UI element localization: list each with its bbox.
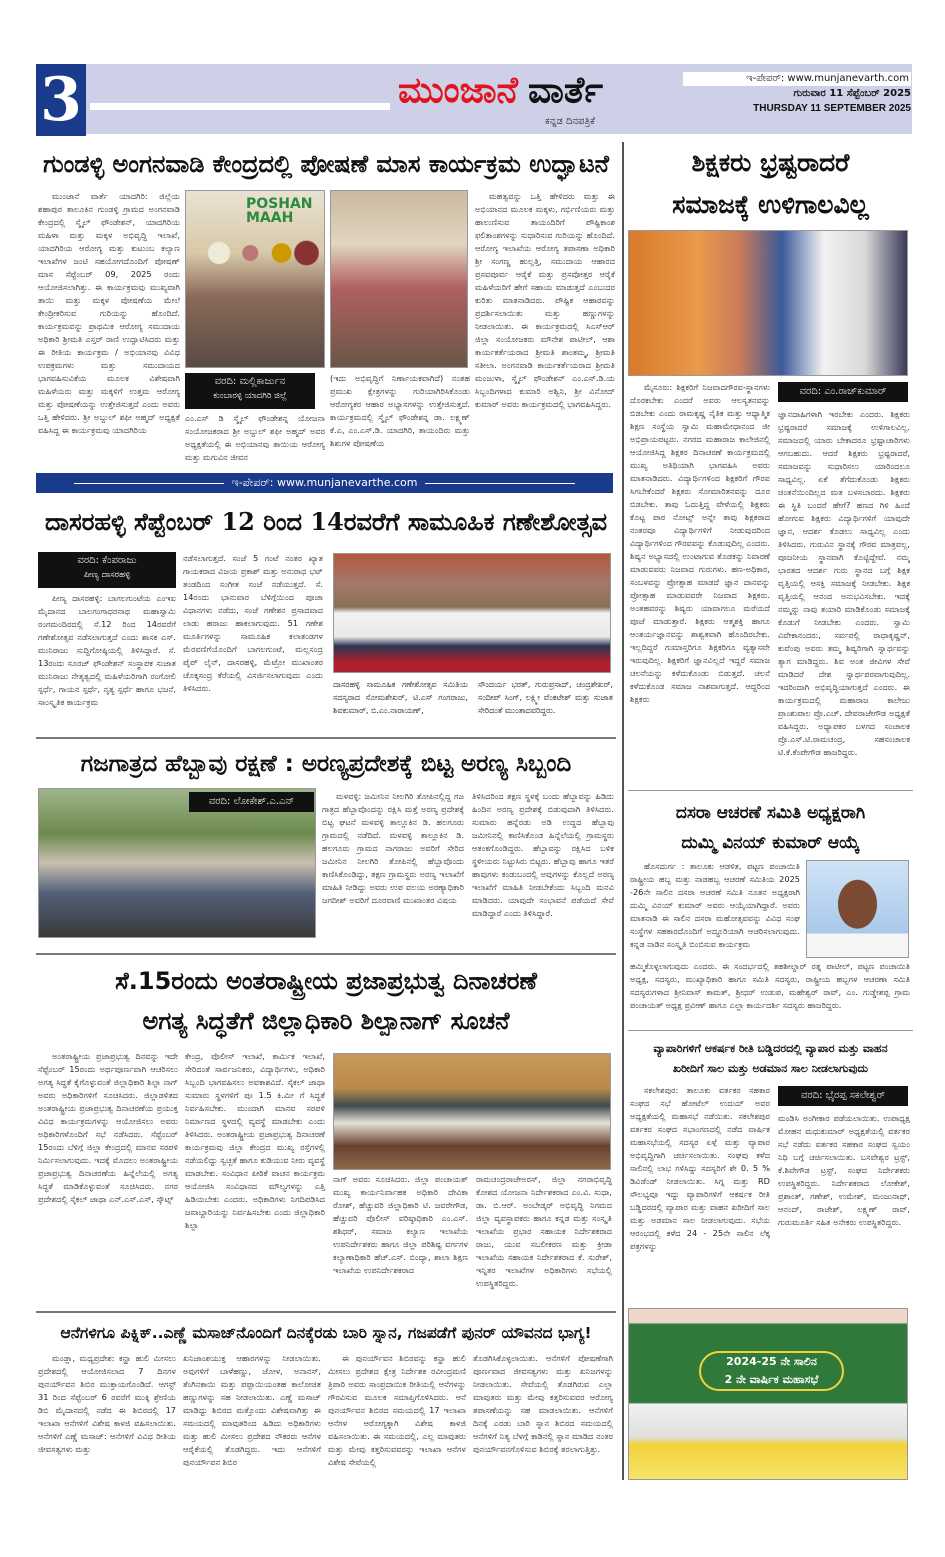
epaper-band-text: ಇ-ಪೇಪರ್: www.munjanevarthe.com <box>231 476 418 489</box>
elephants-col3: ಈ ಪುನರ್ಯೌವನ ಶಿಬಿರವನ್ನು ಕನ್ಹಾ ಹುಲಿ ಮೀಸಲು ಪ್ರದೇಶದ ಕ್ಷೇತ್ರ ನಿರ್ದೇಶಕ ರವೀಂದ್ರಮಣಿ ತ್ರಿಪಾಠಿ ಅವರು ಸಾಂಪ್ರದಾಯಿಕ ರೀತಿಯಲ್ಲಿ ಆನೆಗಳನ್ನು ಗೌರವಿಸುವ ಮೂಲಕ ಸಮಾಪ್ತಿಗೊಳಿಸಿದರು. ಆನೆ ಪುನರ್ಯೌವನ ಶಿಬಿರದ ಸಮಯದಲ್ಲಿ 17 ಇಲಾಖಾ ಆನೆಗಳ ಆರೋಗ್ಯಕ್ಕಾಗಿ ವಿಶೇಷ ಕಾಳಜಿ ವಹಿಸಲಾಯಿತು. ಈ ಸಮಯದಲ್ಲಿ, ಎಲ್ಲ ಮಾವುತರು ಮತ್ತು ಮೇವು ಕತ್ತರಿಸುವವರನ್ನು ಇಲಾಖಾ ಆನೆಗಳ ವಿಶೇಷ ಸೇವೆಯಲ್ಲಿ <box>328 1353 466 1467</box>
teachers-col1: ಮೈಸೂರು: ಶಿಕ್ಷಕರಿಗೆ ನಿಜವಾದಗೌರವ-ಸ್ಥಾನಗಳು ದೊರಕಬೇಕು ಎಂದರೆ ಅವರು ಆಲಸ್ಯತನವನ್ನು ಬಿಡಬೇಕು ಎಂದು ರಾಮಕೃಷ್ಣ ನೈತಿಕ ಮತ್ತು ಆಧ್ಯಾತ್ಮಿಕ ಶಿಕ್ಷಣ ಸಂಸ್ಥೆಯ ಸ್ವಾಮಿ ಮಹಾಮೇಧಾನಂದ ಜೀ ಅಭಿಪ್ರಾಯಪಟ್ಟರು. ನಗರದ ಮಹಾರಾಜ ಕಾಲೇಜಿನಲ್ಲಿ ಆಯೋಜಿಸಿದ್ದ ಶಿಕ್ಷಕರ ದಿನಾಚರಣೆ ಕಾರ್ಯಕ್ರಮದಲ್ಲಿ ಮುಖ್ಯ ಅತಿಥಿಯಾಗಿ ಭಾಗವಹಿಸಿ ಅವರು ಮಾತನಾಡಿದರು. ವಿದ್ಯಾರ್ಥಿಗಳಿಂದ ಶಿಕ್ಷಕರಿಗೆ ಗೌರವ ಸಿಗಬೇಕೆಂದರೆ ಶಿಕ್ಷಕರು ಸೋಮಾರಿತನವನ್ನು ದೂರ ಬಿಡಬೇಕು. ತಾವು ಓದುತ್ತಿದ್ದ ವೇಳೆಯಲ್ಲಿ ಶಿಕ್ಷಕರು ಕೊಟ್ಟ ಪಾಠ ನೋಟ್ಸ್ ಅನ್ನೇ ತಾವು ಶಿಕ್ಷಕರಾದ ನಂತರವೂ ವಿದ್ಯಾರ್ಥಿಗಳಿಗೆ ನೀಡುವುದರಿಂದ ವಿದ್ಯಾರ್ಥಿಗಳಿಂದ ಗೌರವವನ್ನು ಕೊಡುವುದಿಲ್ಲ ಎಂದರು. ಶಿಷ್ಯನ ಅಭ್ಯಾಸದಲ್ಲಿ ಉಂಟಾಗುವ ತೊಡಕನ್ನು ನಿವಾರಣೆ ಮಾಡುವವರು ನಿಜವಾದ ಗುರುಗಳು. ಹಣ-ಅಧಿಕಾರ, ಸಂಬಳವನ್ನು ಪ್ರೋತ್ಸಾಹ ಮಾಡದೆ ಜ್ಞಾನ ದಾನವನ್ನು ಪ್ರೋತ್ಸಾಹ ಮಾಡುವವರೇ ನಿಜವಾದ ಶಿಕ್ಷಕರು. ಅಂತಹವರನ್ನು ಶಿಷ್ಯರು ಯಾವಾಗಲೂ ಮರೆಯದೆ ಪೂಜೆ ಮಾಡುತ್ತಾರೆ. ಶಿಕ್ಷಕರು ಆತ್ಮಶಕ್ತಿ ಹಾಗೂ ಆಂತರ್ಯಜ್ಞಾನವನ್ನು ಶಾಶ್ವತವಾಗಿ ಹೊಂದಿರಬೇಕು. ಇಲ್ಲದಿದ್ದರೆ ಗುಮಾಸ್ತರಿಗೂ ಶಿಕ್ಷಕರಿಗೂ ವ್ಯತ್ಯಾಸವೇ ಇರುವುದಿಲ್ಲ. ಶಿಕ್ಷಕರಿಗೆ ಜ್ಞಾನವಿಲ್ಲದೆ ಇದ್ದರೆ ಸಮಾಜ ಚಲನೆಯನ್ನು ಕಳೆದುಕೊಂಡು ಬಿಡುತ್ತದೆ. ಚಲನೆ ಕಳೆದುಕೊಂಡ ಸಮಾಜ ನಾಶವಾಗುತ್ತದೆ. ಆದ್ದರಿಂದ ಶಿಕ್ಷಕರು <box>630 382 770 704</box>
page-number: 3 <box>36 64 86 136</box>
section-rule <box>628 790 913 791</box>
traders-col1: ಸಕಲೇಶಪುರ: ತಾಲೂಕು ವರ್ತಕರ ಸಹಕಾರ ಸಂಘದ ಸಭೆ ಹೋಟೆಲ್ ಉದಯ್ ಅವರ ಅಧ್ಯಕ್ಷತೆಯಲ್ಲಿ ಮಹಾಸಭೆ ನಡೆಯಿತು. ಸಕಲೇಶಪುರ ವರ್ತಕರ ಸಂಘದ ಸಭಾಂಗಣದಲ್ಲಿ ನಡೆದ ವಾರ್ಷಿಕ ಮಹಾಸಭೆಯಲ್ಲಿ ಸದಸ್ಯರ ಏಳ್ಗೆ ಮತ್ತು ವ್ಯಾಪಾರ ಅಭಿವೃದ್ಧಿಗಾಗಿ ಚರ್ಚಿಸಲಾಯಿತು. ಸಂಘವು ಕಳೆದ ಸಾಲಿನಲ್ಲಿ ಲಾಭ ಗಳಿಸಿದ್ದು ಸದಸ್ಯರಿಗೆ ಶೇ 0. 5 % ಡಿವಿಡೆಂಡ್ ನೀಡಲಾಯಿತು. ಸಿಗ್ನ ಮತ್ತು RD ಸೌಲಭ್ಯವೂ ಇದ್ದು ವ್ಯಾಪಾರಿಗಳಿಗೆ ಆಕರ್ಷಕ ರೀತಿ ಬಡ್ಡಿದರದಲ್ಲಿ ವ್ಯಾಪಾರ ಮತ್ತು ವಾಹನ ಖರೀದಿಗೆ ಸಾಲ ಮತ್ತು ಅಡಮಾನ ಸಾಲ ನೀಡಲಾಗುವುದು. ಸಭೆಯ ಆರಂಭದಲ್ಲಿ ಕಳೆದ 24 - 25ನೇ ಸಾಲಿನ ಲೆಕ್ಕ ಪತ್ರಗಳನ್ನು <box>630 1085 770 1251</box>
dasara-col2: ಹಮ್ಮಿಕೊಳ್ಳಲಾಗುವುದು ಎಂದರು. ಈ ಸಂದರ್ಭದಲ್ಲಿ ತಹಶೀಲ್ದಾರ್ ರತ್ನ ಪಾಟೀಲ್, ಪಟ್ಟಣ ಪಂಚಾಯಿತಿ ಅಧ್ಯಕ್ಷ, ಸದಸ್ಯರು, ಮುಖ್ಯಾಧಿಕಾರಿ ಹಾಗೂ ಸಮಿತಿ ಸದಸ್ಯರು, ರಾಷ್ಟ್ರೀಯ ಹಬ್ಬಗಳ ಆಚರಣಾ ಸಮಿತಿ ಸದಸ್ಯರುಗಳಾದ ಶ್ರೀನಿವಾಸ್ ಕಾಮತ್, ಶ್ರೀಧರ್ ಉಡುಪ, ಮಹೇಶ್ವರ್ ರಾವ್, ಎಂ. ಗುಡ್ಡೇಶಪ್ಪ ಗ್ರಾಮ ಪಂಚಾಯತ್ ಅಧ್ಯಕ್ಷ ಪ್ರವೀಣ್ ಹಾಗೂ ಎಲ್ಲಾ ಕಾರ್ಯದರ್ಶಿ ಸದಸ್ಯರು ಹಾಜರಿದ್ದರು. <box>630 961 910 1010</box>
byline-ganesha-line1: ವರದಿ: ಕೆಂಪರಾಜು <box>77 555 137 566</box>
column-divider <box>622 142 624 1480</box>
band-rule-left <box>74 483 224 484</box>
poshan-col2: ಎಂ.ಎಸ್ ಡಿ ಸ್ಮೈಲ್ ಫೌಂಡೇಶನ್ನ ಯೋಜನಾ ಸಂಯೋಜಕರಾದ ಶ್ರೀ ಅಬ್ದುಲ್ ಶಫೀ ಅಹ್ಮದ್ ಅವರ ಅಧ್ಯಕ್ಷತೆಯಲ್ಲಿ ಈ ಅಭಿಯಾನವು ತಾಯಿಯ ಆರೋಗ್ಯ ಮತ್ತು ಮಗುವಿನ ಜೀವನ <box>185 413 325 462</box>
byline-ganesha-line2: ಪೀಣ್ಯ ದಾಸರಹಳ್ಳಿ <box>83 570 131 580</box>
headline-poshan: ಗುಂಡಳ್ಳಿ ಅಂಗನವಾಡಿ ಕೇಂದ್ರದಲ್ಲಿ ಪೋಷಣೆ ಮಾಸ ಕಾರ್ಯಕ್ರಮ ಉದ್ಘಾಟನೆ <box>43 150 609 178</box>
date-kannada: ಗುರುವಾರ 11 ಸೆಪ್ಟೆಂಬರ್ 2025 <box>793 88 911 99</box>
headline-teachers-2: ಸಮಾಜಕ್ಕೆ ಉಳಿಗಾಲವಿಲ್ಲ <box>672 190 869 219</box>
epaper-link[interactable]: ಇ-ಪೇಪರ್: www.munjanevarth.com <box>683 72 911 86</box>
headline-democracy-1: ಸೆ.15ರಂದು ಅಂತರಾಷ್ಟ್ರೀಯ ಪ್ರಜಾಪ್ರಭುತ್ವ ದಿನಾಚರಣೆ <box>115 967 537 995</box>
poshan-banner-text: POSHAN MAAH <box>246 196 313 226</box>
poshan-col4: ಮಹತ್ವವನ್ನು ಒತ್ತಿ ಹೇಳಿದರು ಮತ್ತು ಈ ಅಭಿಯಾನದ ಮೂಲಕ ಮಕ್ಕಳು, ಗರ್ಭಿಣಿಯರು ಮತ್ತು ಹಾಲುಣಿಸುವ ತಾಯಂದಿರಿಗೆ ಪೌಷ್ಟಿಕಾಂಶ ಫಲಿತಾಂಶಗಳನ್ನು ಸುಧಾರಿಸುವ ಗುರಿಯನ್ನು ಹೊಂದಿದೆ. ಆರೋಗ್ಯ ಇಲಾಖೆಯ ಆರೋಗ್ಯ ತಪಾಸಣಾ ಅಧಿಕಾರಿ ಶ್ರೀ ಸಂಗಣ್ಣ ಹುಲ್ಲತ್ತಿ, ಸಮುದಾಯ ಆಹಾರದ ಪ್ರಸವಪೂರ್ವ ಆರೈಕೆ ಮತ್ತು ಪ್ರಸವೋತ್ತರ ಆರೈಕೆ ಮಹಿಳೆಯರಿಗೆ ಹೇಗೆ ಸಹಾಯ ಮಾಡುತ್ತದೆ ಎಂಬುದರ ಕುರಿತು ಮಾತನಾಡಿದರು. ಪೌಷ್ಟಿಕ ಆಹಾರವನ್ನು ಪ್ರದರ್ಶಿಸಲಾಯಿತು ಮತ್ತು ಹಣ್ಣುಗಳನ್ನು ನೀಡಲಾಯಿತು. ಈ ಕಾರ್ಯಕ್ರಮದಲ್ಲಿ ಸಿಎಸ್ಆರ್ ಜಿಲ್ಲಾ ಸಂಯೋಜಕರು ಮೌನೇಶ ಪಾಟೀಲ್, ಆಶಾ ಕಾರ್ಯಕರ್ತೆಯರಾದ ಶ್ರೀಮತಿ ಶಾಂತಮ್ಮ, ಶ್ರೀಮತಿ ಸತೀಲಾ. ಅಂಗನವಾಡಿ ಕಾರ್ಯಕರ್ತೆಯರಾದ ಶ್ರೀಮತಿ ಮಂಜುಳಾ, ಸ್ಮೈಲ್ ಫೌಂಡೇಶನ್ ಎಂ.ಎಸ್.ಡಿ.ಯ ಸಿಬ್ಬಂದಿಗಳಾದ ಕುಮಾರಿ ಅಶ್ವಿನಿ, ಶ್ರೀ ವಿನೋದ್ ಕುಮಾರ್ ಅವರು ಕಾರ್ಯಕ್ರಮದಲ್ಲಿ ಭಾಗವಹಿಸಿದ್ದರು. <box>475 191 615 409</box>
photo-python-rescue <box>38 788 316 938</box>
byline-poshan-line2: ಕುಂಬಾರಳ್ಳಿ ಯಾದಗಿರಿ ಜಿಲ್ಲೆ <box>213 391 287 401</box>
ganesha-caption-right: ಸೌಂದರ್ಯ ಭರತ್, ಗುರುಪ್ರಸಾದ್, ಚಂದ್ರಶೇಖರ್, ಸಂದೀಪ್ ಸಿಂಗ್, ಲಕ್ಷ್ಮೀ ವೆಂಕಟೇಶ್ ಮತ್ತು ಸುಜಾತ ಸೇರಿದಂತೆ ಮುಂತಾದವರಿದ್ದರು. <box>478 680 613 715</box>
byline-poshan <box>185 373 315 409</box>
masthead-rule <box>90 103 390 110</box>
headline-traders-2: ಖರೀದಿಗೆ ಸಾಲ ಮತ್ತು ಅಡಮಾನ ಸಾಲ ನೀಡಲಾಗುವುದು <box>672 1062 869 1075</box>
headline-python: ಗಜಗಾತ್ರದ ಹೆಬ್ಬಾವು ರಕ್ಷಣೆ : ಅರಣ್ಯಪ್ರದೇಶಕ್ಕೆ ಬಿಟ್ಟ ಅರಣ್ಯ ಸಿಬ್ಬಂದಿ <box>80 751 572 777</box>
section-rule <box>628 1030 913 1031</box>
democracy-col3: ನಾಗ್ ಅವರು ಸೂಚಿಸಿದರು. ಜಿಲ್ಲಾ ಪಂಚಾಯತ್ ಮುಖ್ಯ ಕಾರ್ಯನಿರ್ವಾಹಕ ಅಧಿಕಾರಿ ದೇವಿಕಾ ರೋಶ್, ಹೆಚ್ಚುವರಿ ಜಿಲ್ಲಾಧಿಕಾರಿ ಟಿ. ಜವರೇಗೌಡ, ಹೆಚ್ಚುವರಿ ಪೊಲೀಸ್ ವರಿಷ್ಠಾಧಿಕಾರಿ ಎಂ.ಎಸ್. ಶಶಿಧರ್, ಸಮಾಜ ಕಲ್ಯಾಣ ಇಲಾಖೆಯ ಉಪನಿರ್ದೇಶಕರು ಹಾಗೂ ಜಿಲ್ಲಾ ಪರಿಶಿಷ್ಟ ವರ್ಗಗಳ ಕಲ್ಯಾಣಾಧಿಕಾರಿ ಹೆಚ್.ಎಸ್. ಬಿಂದ್ಯಾ, ಶಾಲಾ ಶಿಕ್ಷಣ ಇಲಾಖೆಯ ಉಪನಿರ್ದೇಶಕರಾದ <box>333 1174 468 1275</box>
headline-teachers-1: ಶಿಕ್ಷಕರು ಭ್ರಷ್ಟರಾದರೆ <box>691 148 850 177</box>
photo-ganesha-press-meet <box>333 553 611 673</box>
dasara-col1: ಹೊಸದುರ್ಗ : ತಾಲೂಕು ಆಡಳಿತ, ಪಟ್ಟಣ ಪಂಚಾಯಿತಿ ರಾಷ್ಟ್ರೀಯ ಹಬ್ಬ ಮತ್ತು ನಾಡಹಬ್ಬ ಆಚರಣೆ ಸಮಿತಿಯ 2025 -26ನೇ ಸಾಲಿನ ದಸರಾ ಆಚರಣೆ ಸಮಿತಿ ನೂತನ ಅಧ್ಯಕ್ಷರಾಗಿ ದುಮ್ಮಿ ವಿನಯ್ ಕುಮಾರ್ ಅವರು ಆಯ್ಕೆಯಾಗಿದ್ದಾರೆ. ಅವರು ಮಾತನಾಡಿ ಈ ಸಾಲಿನ ದಸರಾ ಮಹೋತ್ಸವವನ್ನು ವಿವಿಧ ಸಂಘ ಸಂಸ್ಥೆಗಳ ಸಹಕಾರದೊಂದಿಗೆ ಅದ್ಧೂರಿಯಾಗಿ ಆಚರಿಸಲಾಗುವುದು. ಕನ್ನಡ ನಾಡಿನ ಸಂಸ್ಕೃತಿ ಬಿಂಬಿಸುವ ಕಾರ್ಯಕ್ರಮ <box>630 861 800 949</box>
agm-banner-line2: 2 ನೇ ವಾರ್ಷಿಕ ಮಹಾಸಭೆ <box>724 1373 819 1386</box>
section-rule <box>36 737 616 739</box>
logo-part2: ವಾರ್ತೆ <box>528 70 603 111</box>
tagline: ಕನ್ನಡ ದಿನಪತ್ರಿಕೆ <box>545 116 596 127</box>
ganesha-col2: ನಡೆಸಲಾಗುತ್ತದೆ. ಸಂಜೆ 5 ಗಂಟೆ ನಂತರ ಖ್ಯಾತ ಗಾಯಕರಾದ ವಿಜಯ ಪ್ರಕಾಶ್ ಮತ್ತು ಅನುರಾಧ ಭಟ್ ತಂಡದಿಂದ ಸಂಗೀತ ಸಂಜೆ ನಡೆಯುತ್ತದೆ. ಸೆ. 14ರಂದು ಭಾನುವಾರ ಬೆಳಿಗ್ಗೆಯಿಂದ ಪೂಜಾ ವಿಧಾನಗಳು ನಡೆದು, ಸಂಜೆ ಗಣೇಶನ ಪ್ರಸಾದವಾದ ಲಾಡು ಹರಾಜು ಹಾಕಲಾಗುವುದು. 51 ಗಣೇಶ ಮೂರ್ತಿಗಳನ್ನು ಸಾಮೂಹಿಕ ಕಲಾತಂಡಗಳ ಮೆರವಣಿಗೆಯೊಂದಿಗೆ ಬಾಗಲಗುಂಟೆ, ಮಲ್ಲಸಂದ್ರ ಪೈಪ್ ಲೈನ್, ದಾಸರಹಳ್ಳಿ, ಮೆಟ್ರೋ ಮುಖಾಂತರ ಚೊಕ್ಕಸಂದ್ರ ಕೆರೆಯಲ್ಲಿ ವಿಸರ್ಜಿಸಲಾಗುವುದು ಎಂದು ತಿಳಿಸಿದರು. <box>183 553 323 693</box>
headline-ganesha: ದಾಸರಹಳ್ಳಿ ಸೆಪ್ಟೆಂಬರ್ 12 ರಿಂದ 14ರವರೆಗೆ ಸಾಮೂಹಿಕ ಗಣೇಶೋತ್ಸವ <box>45 507 607 536</box>
photo-vinay-kumar <box>806 860 909 958</box>
date-english: THURSDAY 11 SEPTEMBER 2025 <box>753 103 911 114</box>
photo-agm <box>628 1308 908 1480</box>
headline-dasara-2: ದುಮ್ಮಿ ವಿನಯ್ ಕುಮಾರ್ ಆಯ್ಕೆ <box>681 833 860 853</box>
traders-col2: ಮಂಡಿಸಿ ಅಂಗೀಕಾರ ಪಡೆಯಲಾಯಿತು. ಉಪಾಧ್ಯಕ್ಷ ಮೋಹನ ಮಧುಕುಮಾರ್ ಅಧ್ಯಕ್ಷತೆಯಲ್ಲಿ ವರ್ತಕರ ಸಭೆ ನಡೆದು ವರ್ತಕರ ಸಹಕಾರ ಸಂಘದ ಸ್ವಯಂ ನಿಧಿ ಬಗ್ಗೆ ಚರ್ಚಿಸಲಾಯಿತು. ಬಸವೇಶ್ವರ ಟ್ರಸ್ಟ್, ಕೆ.ಶಿವೇಗೌಡ ಟ್ರಸ್ಟ್, ಸಂಘದ ನಿರ್ದೇಶಕರು ಉಪಸ್ಥಿತರಿದ್ದರು. ನಿರ್ದೇಶಕರಾದ ಲೋಕೇಶ್, ಪ್ರಶಾಂತ್, ಗಣೇಶ್, ಉಮೇಶ್, ಮಂಜುನಾಥ್, ಆನಂದ್, ರಾಜೇಶ್, ಲಕ್ಷ್ಮಣ್ ರಾವ್, ಗುರುಮೂರ್ತಿ ಸಹಿತ ಅನೇಕರು ಉಪಸ್ಥಿತರಿದ್ದರು. <box>778 1113 910 1227</box>
headline-elephants: ಆನೆಗಳಿಗೂ ಪಿಕ್ನಿಕ್..ಎಣ್ಣೆ ಮಸಾಜ್‌ನೊಂದಿಗೆ ದಿನಕ್ಕೆರಡು ಬಾರಿ ಸ್ನಾನ, ಗಜಪಡೆಗೆ ಪುನರ್ ಯೌವನದ ಭಾಗ್ಯ! <box>60 1324 592 1342</box>
section-rule <box>36 1311 616 1313</box>
headline-traders-1: ವ್ಯಾಪಾರಿಗಳಿಗೆ ಆಕರ್ಷಕ ರೀತಿ ಬಡ್ಡಿದರದಲ್ಲಿ ವ್ಯಾಪಾರ ಮತ್ತು ವಾಹನ <box>653 1042 888 1055</box>
ganesha-caption-left: ದಾಸರಹಳ್ಳಿ ಸಾಮೂಹಿಕ ಗಣೇಶೋತ್ಸವ ಸಮಿತಿಯ ಸದಸ್ಯರಾದ ಸೋಮಶೇಖರ್, ಟಿ.ಎಸ್ ಗಂಗರಾಜು, ಶಿವಕುಮಾರ್, ಬಿ.ಎಂ.ನಾರಾಯಣ್, <box>333 680 468 715</box>
byline-poshan-line1: ವರದಿ: ಮಲ್ಲಿಕಾರ್ಜುನ <box>214 376 286 387</box>
newspaper-logo <box>398 70 658 120</box>
byline-ganesha <box>38 552 176 588</box>
democracy-col4: ರಾಮಚಂದ್ರರಾಜೇಅರಸ್, ಜಿಲ್ಲಾ ನಗರಾಭಿವೃದ್ಧಿ ಕೋಶದ ಯೋಜನಾ ನಿರ್ದೇಶಕರಾದ ಎಂ.ವಿ. ಸುಧಾ, ಡಾ. ಬಿ.ಆರ್. ಅಂಬೇಡ್ಕರ್ ಅಭಿವೃದ್ಧಿ ನಿಗಮದ ಜಿಲ್ಲಾ ವ್ಯವಸ್ಥಾಪಕರು ಹಾಗೂ ಕನ್ನಡ ಮತ್ತು ಸಂಸ್ಕೃತಿ ಇಲಾಖೆಯ ಪ್ರಭಾರ ಸಹಾಯಕ ನಿರ್ದೇಶಕರಾದ ರಾಜು, ಯುವ ಸಬಲೀಕರಣ ಮತ್ತು ಕ್ರೀಡಾ ಇಲಾಖೆಯ ಸಹಾಯಕ ನಿರ್ದೇಶಕರಾದ ಕೆ. ಸುರೇಶ್, ಇನ್ನಿತರ ಇಲಾಖೆಗಳ ಅಧಿಕಾರಿಗಳು ಸಭೆಯಲ್ಲಿ ಉಪಸ್ಥಿತರಿದ್ದರು. <box>476 1174 612 1288</box>
poshan-col1: ಮುಂಜಾನೆ ವಾರ್ತೆ ಯಾದಗಿರಿ: ಜಿಲ್ಲೆಯ ಶಹಾಪುರ ತಾಲೂಕಿನ ಗುಂಡಳ್ಳಿ ಗ್ರಾಮದ ಅಂಗನವಾಡಿ ಕೇಂದ್ರದಲ್ಲಿ ಸ್ಮೈಲ್ ಫೌಂಡೇಶನ್, ಯಾದಗಿರಿಯ ಮಹಿಳಾ ಮತ್ತು ಮಕ್ಕಳ ಅಭಿವೃದ್ಧಿ ಇಲಾಖೆ, ಯಾದಗಿರಿಯ ಆರೋಗ್ಯ ಮತ್ತು ಕುಟುಂಬ ಕಲ್ಯಾಣ ಇಲಾಖೆಗಳ ಜಂಟಿ ಸಹಯೋಗದೊಂದಿಗೆ ಪೋಷಣ್ ಮಾಸ ಸೆಪ್ಟೆಂಬರ್ 09, 2025 ರಂದು ಆಯೋಜಿಸಲಾಗಿತ್ತು. ಈ ಕಾರ್ಯಕ್ರಮವು ಮುಖ್ಯವಾಗಿ ತಾಯಿ ಮತ್ತು ಮಕ್ಕಳ ಪೋಷಣೆಯ ಮೇಲೆ ಕೇಂದ್ರೀಕರಿಸುವ ಗುರಿಯನ್ನು ಹೊಂದಿದೆ. ಕಾರ್ಯಕ್ರಮವನ್ನು ಪ್ರಾಥಮಿಕ ಆರೋಗ್ಯ ಸಮುದಾಯ ಅಧಿಕಾರಿ ಶ್ರೀಮತಿ ಎಸ್ತರ್ ರಾಣಿ ಉದ್ಘಾಟಿಸಿದರು ಮತ್ತು ಈ ರೀತಿಯ ಕಾರ್ಯಕ್ರಮ / ಅಭಿಯಾನವು ವಿವಿಧ ಉಪಕ್ರಮಗಳು ಮತ್ತು ಸಮುದಾಯದ ಭಾಗವಹಿಸುವಿಕೆಯ ಮೂಲಕ ವಿಶೇಷವಾಗಿ ಮಹಿಳೆಯರು ಮತ್ತು ಮಕ್ಕಳಿಗೆ ಉತ್ತಮ ಆರೋಗ್ಯ ಮತ್ತು ಪೋಷಣೆಯನ್ನು ಉತ್ತೇಜಿಸುತ್ತದೆ ಎಂದು ಅವರು ಒತ್ತಿ ಹೇಳಿದರು. ಶ್ರೀ ಅಬ್ದುಲ್ ಶಫೀ ಅಹ್ಮದ್ ಅಧ್ಯಕ್ಷತೆ ವಹಿಸಿದ್ದ ಈ ಕಾರ್ಯಕ್ರಮವು ಯಾದಗಿರಿಯ <box>38 191 180 435</box>
logo-part1: ಮುಂಜಾನೆ <box>398 70 518 111</box>
section-rule <box>36 953 616 955</box>
photo-poshan-audience <box>330 190 468 368</box>
epaper-band[interactable] <box>36 473 613 493</box>
elephants-col2: ಖನಿಜಾಂಶಯುಕ್ತ ಆಹಾರಗಳನ್ನು ನೀಡಲಾಯಿತು. ಅವುಗಳಿಗೆ ಬಾಳೆಹಣ್ಣು, ಜೋಳ, ಅನಾನಸ್, ತೆಂಗಿನಕಾಯಿ ಮತ್ತು ಪಪ್ಪಾಯಿಯಂತಹ ಕಾಲೋಚಿತ ಹಣ್ಣುಗಳನ್ನು ಸಹ ನೀಡಲಾಯಿತು. ಎಣ್ಣೆ ಮಸಾಜ್ ಮಾಡಿದ್ದು ಶಿಬಿರದ ಮತ್ತೊಂದು ವಿಶೇಷವಾಗಿತ್ತು ಈ ಸಮಯದಲ್ಲಿ ಮಾವುತರಿಂದ ಹಿಡಿದು ಅಧಿಕಾರಿಗಳು ಮತ್ತು ಹುಲಿ ಮೀಸಲು ಪ್ರದೇಶದ ನೌಕರರು ಆನೆಗಳ ಆರೈಕೆಯಲ್ಲಿ ತೊಡಗಿದ್ದರು. ಇದು ಆನೆಗಳಿಗೆ ಪುನರ್ಯೌವನ ಶಿಬಿರ <box>183 1353 321 1467</box>
elephants-col1: ಮಂಡ್ಲಾ, ಮಧ್ಯಪ್ರದೇಶ: ಕನ್ಹಾ ಹುಲಿ ಮೀಸಲು ಪ್ರದೇಶದಲ್ಲಿ ಆಯೋಜಿಸಲಾದ 7 ದಿನಗಳ ಪುನರ್ಯೌವನ ಶಿಬಿರ ಮುಕ್ತಾಯಗೊಂಡಿದೆ. ಆಗಸ್ಟ್ 31 ರಿಂದ ಸೆಪ್ಟೆಂಬರ್ 6 ರವರೆಗೆ ಮುಕ್ಕಿ ಶ್ರೇಣಿಯ ಡಿಬಿ ಮೈದಾನದಲ್ಲಿ ನಡೆದ ಈ ಶಿಬಿರದಲ್ಲಿ 17 ಇಲಾಖಾ ಆನೆಗಳಿಗೆ ವಿಶೇಷ ಕಾಳಜಿ ವಹಿಸಲಾಯಿತು. ಆನೆಗಳಿಗೆ ಎಣ್ಣೆ ಮಸಾಜ್: ಆನೆಗಳಿಗೆ ವಿವಿಧ ರೀತಿಯ ಜೀವಸತ್ವಗಳು ಮತ್ತು <box>38 1353 176 1454</box>
byline-teachers: ವರದಿ: ಎಂ.ರಾಜ್‌ಕುಮಾರ್ <box>778 382 908 402</box>
elephants-col4: ತೊಡಗಿಸಿಕೊಳ್ಳಲಾಯಿತು. ಆನೆಗಳಿಗೆ ಪೋಷಣೆಗಾಗಿ ಪೂರ್ಣವಾದ ಜೀವಸತ್ವಗಳು ಮತ್ತು ಖನಿಜಗಳನ್ನು ನೀಡಲಾಯಿತು. ಸೇವೆಯಲ್ಲಿ ತೊಡಗಿರುವ ಎಲ್ಲಾ ಮಾವುತರು ಮತ್ತು ಮೇವು ಕತ್ತರಿಸುವವರ ಆರೋಗ್ಯ ತಪಾಸಣೆಯನ್ನು ಸಹ ಮಾಡಲಾಯಿತು. ಆನೆಗಳಿಗೆ ದಿನಕ್ಕೆ ಎರಡು ಬಾರಿ ಸ್ನಾನ ಶಿಬಿರದ ಸಮಯದಲ್ಲಿ ಆನೆಗಳಿಗೆ ನಿತ್ಯ ಬೆಳಗ್ಗೆ ಕಾಡಿನಲ್ಲಿ ಸ್ನಾನ ಮಾಡಿದ ನಂತರ ಪುನರ್ಯೌವನಗೊಳಿಸುವ ಶಿಬಿರಕ್ಕೆ ತರಲಾಗುತ್ತಿತ್ತು. <box>473 1353 613 1454</box>
photo-democracy-meeting <box>333 1053 611 1170</box>
headline-democracy-2: ಅಗತ್ಯ ಸಿದ್ಧತೆಗೆ ಜಿಲ್ಲಾಧಿಕಾರಿ ಶಿಲ್ಪಾನಾಗ್ ಸೂಚನೆ <box>142 1007 510 1035</box>
byline-traders: ವರದಿ: ಭೈರಪ್ಪ ಸಕಲೇಶ್ವರ್ <box>778 1086 908 1106</box>
ganesha-col1: ಪೀಣ್ಯ ದಾಸರಹಳ್ಳಿ: ಬಾಗಲಗುಂಟೆಯ ಎಂಇಐ ಮೈದಾನದ ಬಾಲಗಂಗಾಧರನಾಥ ಮಹಾಸ್ವಾಮಿ ರಂಗಮಂದಿರದಲ್ಲಿ ಸೆ.12 ರಿಂದ 14ರವರೆಗೆ ಗಣೇಶೋತ್ಸವ ನಡೆಸಲಾಗುತ್ತದೆ ಎಂದು ಶಾಸಕ ಎಸ್. ಮುನಿರಾಜು ಸುದ್ದಿಗೋಷ್ಠಿಯಲ್ಲಿ ತಿಳಿಸಿದ್ದಾರೆ. ಸೆ. 13ರಂದು ಸೂರಜ್ ಫೌಂಡೇಶನ್ ಸಂಸ್ಥಾಪಕ ಸುಜಾತ ಮುನಿರಾಜು ನೇತೃತ್ವದಲ್ಲಿ ಮಹಿಳೆಯರಿಗಾಗಿ ರಂಗೋಲಿ ಸ್ಪರ್ಧೆ, ಗಾಯನ ಸ್ಪರ್ಧೆ, ನೃತ್ಯ ಸ್ಪರ್ಧೆ ಹಾಗೂ ಭಜನೆ, ಸಾಂಸ್ಕೃತಿಕ ಕಾರ್ಯಕ್ರಮ <box>38 593 176 707</box>
python-col2: ತಿಳಿಸಿದರಿಂದ ತಕ್ಷಣ ಸ್ಥಳಕ್ಕೆ ಬಂದು ಹೆಬ್ಬಾವನ್ನು ಹಿಡಿದು ಹಿಂದಿನ ಅರಣ್ಯ ಪ್ರದೇಶಕ್ಕೆ ಬಿಡುವುದಾಗಿ ತಿಳಿಸಿದರು. ಸುಮಾರು ಹನ್ನೆರಡು ಅಡಿ ಉದ್ದದ ಹೆಬ್ಬಾವು ಜಮೀನಿನಲ್ಲಿ ಕಾಣಿಸಿಕೊಂಡ ಹಿನ್ನೆಲೆಯಲ್ಲಿ ಗ್ರಾಮಸ್ಥರು ಆತಂಕಗೊಂಡಿದ್ದರು. ಹೆಬ್ಬಾವನ್ನು ರಕ್ಷಿಸಿದ ಬಳಿಕ ಸ್ಥಳೀಯರು ನಿಟ್ಟುಸಿರು ಬಿಟ್ಟರು. ಹೆಬ್ಬಾವು ಹಾಗೂ ಇತರೆ ಹಾವುಗಳು ಕಂಡುಬಂದಲ್ಲಿ ಅವುಗಳನ್ನು ಕೊಲ್ಲದೆ ಅರಣ್ಯ ಇಲಾಖೆಗೆ ಮಾಹಿತಿ ನೀಡಬೇಕೆಂದು ಸಿಬ್ಬಂದಿ ಮನವಿ ಮಾಡಿದರು. ಯಾವುದೇ ಸಂಭಾವನೆ ಪಡೆಯದೆ ಸೇವೆ ಮಾಡಿದ್ದಾರೆ ಎಂದು ತಿಳಿಸಿದ್ದಾರೆ. <box>472 791 614 918</box>
teachers-col2: ಜ್ಞಾನದಾಹಿಗಳಾಗಿ ಇರಬೇಕು ಎಂದರು. ಶಿಕ್ಷಕರು ಭ್ರಷ್ಟರಾದರೆ ಸಮಾಜಕ್ಕೆ ಉಳಿಗಾಲವಿಲ್ಲ. ಸಮಾಜದಲ್ಲಿ ಯಾರು ಬೇಕಾದರೂ ಭ್ರಷ್ಟಾಚಾರಿಗಳು ಆಗಬಹುದು. ಆದರೆ ಶಿಕ್ಷಕರು ಭ್ರಷ್ಟರಾದರೆ, ಸಮಾಜವನ್ನು ಸುಧಾರಿಸಲು ಯಾರಿಂದಲೂ ಸಾಧ್ಯವಿಲ್ಲ. ಏಕೆ ತೆಗೆದುಕೊಂಡು ಶಿಕ್ಷಕರು ಚಿಂತನೆಯಿಂದಿಲ್ಲದ ಮತ ಬಳಸಬಾರದು. ಶಿಕ್ಷಕರು ಈ ಸ್ಥಿತಿ ಬಂದರೆ ಹೇಗೆ? ಹಣದ ಗಿಳಿ ಹಿಂದೆ ಹೋಗುವ ಶಿಕ್ಷಕರು ವಿದ್ಯಾರ್ಥಿಗಳಿಗೆ ಯಾವುದೇ ಜ್ಞಾನ, ಆದರ್ಶ ಕೊಡಲು ಸಾಧ್ಯವಿಲ್ಲ ಎಂದು ತಿಳಿಸಿದರು. ಗುರುವಿನ ಸ್ಥಾನಕ್ಕೆ ಗೌರವ ಮಾತ್ರವಲ್ಲ, ಪೂಜನೀಯ ಸ್ಥಾನವಾಗಿ ಕೊಟ್ಟಿದ್ದೇವೆ. ನಮ್ಮ ಭಾರತದ ಆದರ್ಶ ಗುರು ಸ್ಥಾನದ ಬಗ್ಗೆ ಶಿಕ್ಷಕ ವೃತ್ತಿಯಲ್ಲಿ ಆಸಕ್ತಿ ಸಮಾಜಕ್ಕೆ ನೀಡಬೇಕು. ಶಿಕ್ಷಕ ವೃತ್ತಿಯಲ್ಲಿ ಆನಂದ ಅನುಭವಿಸಬೇಕು. ಇದಕ್ಕೆ ನಮ್ಮನ್ನು ನಾವು ತಯಾರಿ ಮಾಡಿಕೊಂಡು ಸಮಾಜಕ್ಕೆ ಕೊಡುಗೆ ನೀಡಬೇಕು ಎಂದರು. ಸ್ವಾಮಿ ವಿವೇಕಾನಂದರು, ಸರ್ವಪಲ್ಲಿ ರಾಧಾಕೃಷ್ಣನ್, ಕುವೆಂಪು ಅವರು ತಮ್ಮ ಶಿಷ್ಯರಿಗಾಗಿ ಸ್ವಾರ್ಥವನ್ನು ತ್ಯಾಗ ಮಾಡಿದ್ದರು. ಶಿವ ಅಂತ ಜೀವಿಗಳ ಸೇವೆ ಮಾಡಿದರೆ ದೇಶ ಸ್ವಾರ್ಥಪರವಾಗುವುದಿಲ್ಲ. ಇದರಿಂದಾಗಿ ಅಭಿವೃದ್ಧಿಯಾಗುತ್ತದೆ ಎಂದರು. ಈ ಕಾರ್ಯಕ್ರಮದಲ್ಲಿ ಮಹಾರಾಜ ಕಾಲೇಜು ಪ್ರಾಂಶುಪಾಲ ಪ್ರೊ.ಎಚ್. ದೇವರಾಜೇಗೌಡ ಅಧ್ಯಕ್ಷತೆ ವಹಿಸಿದ್ದರು. ಅಧ್ಯಾಪಕರ ಬಳಗದ ಸಂಚಾಲಕ ಪ್ರೊ.ಎಸ್.ಟಿ.ರಾಮಚಂದ್ರ, ಸಹಸಂಚಾಲಕ ಟಿ.ಕೆ.ಕೆಂಪೇಗೌಡ ಹಾಜರಿದ್ದರು. <box>778 409 910 757</box>
poshan-col3: (ಇದು ಅಭಿವೃದ್ಧಿಗೆ ನಿರ್ಣಾಯಕವಾಗಿದೆ) ನಂತಹ ಪ್ರಮುಖ ಕ್ಷೇತ್ರಗಳನ್ನು ಗುರಿಯಾಗಿರಿಸಿಕೊಂಡು ಆರೋಗ್ಯಕರ ಆಹಾರ ಅಭ್ಯಾಸಗಳನ್ನು ಉತ್ತೇಜಿಸುತ್ತದೆ. ಕಾರ್ಯಕ್ರಮದಲ್ಲಿ ಸ್ಮೈಲ್ ಫೌಂಡೇಶನ್ನ ಡಾ. ಲಕ್ಷ್ಮಣ್ ಕೆ.ಎ, ಎಂ.ಎಸ್.ಡಿ. ಯಾದಗಿರಿ, ತಾಯಂದಿರು ಮತ್ತು ಶಿಶುಗಳ ಪೋಷಣೆಯ <box>330 373 470 448</box>
byline-python: ವರದಿ: ಲೋಕೇಶ್.ಎ.ಎನ್ <box>189 792 314 812</box>
agm-banner <box>699 1351 844 1391</box>
agm-banner-line1: 2024-25 ನೇ ಸಾಲಿನ <box>726 1355 817 1368</box>
headline-dasara-1: ದಸರಾ ಆಚರಣೆ ಸಮಿತಿ ಅಧ್ಯಕ್ಷರಾಗಿ <box>675 803 866 823</box>
photo-teachers-day <box>628 230 908 376</box>
band-rule-right <box>425 483 575 484</box>
python-col1: ಮಳವಳ್ಳಿ: ಜಮೀನಿನ ನೀಲಗಿರಿ ತೋಪಿನಲ್ಲಿದ್ದ ಗಜ ಗಾತ್ರದ ಹೆಬ್ಬಾವೊಂದನ್ನು ರಕ್ಷಿಸಿ ಮತ್ತೆ ಅರಣ್ಯ ಪ್ರದೇಶಕ್ಕೆ ಬಿಟ್ಟ ಘಟನೆ ಮಳವಳ್ಳಿ ತಾಲ್ಲೂಕಿನ ಡಿ. ಹಲಗೂರು ಗ್ರಾಮದಲ್ಲಿ ನಡೆದಿದೆ. ಮಳವಳ್ಳಿ ತಾಲ್ಲೂಕಿನ ಡಿ. ಹಲಗೂರು ಗ್ರಾಮದ ನಾಗರಾಜು ಅವರಿಗೆ ಸೇರಿದ ಜಮೀನಿನ ನೀಲಗಿರಿ ತೋಪಿನಲ್ಲಿ ಹೆಬ್ಬಾವೊಂದು ಕಾಣಿಸಿಕೊಂಡಿದ್ದು, ತಕ್ಷಣ ಗ್ರಾಮಸ್ಥರು ಅರಣ್ಯ ಇಲಾಖೆಗೆ ಮಾಹಿತಿ ನೀಡಿದ್ದು ಅವರು ಉಪ ವಲಯ ಅರಣ್ಯಾಧಿಕಾರಿ ಜಗದೀಶ್ ಅವರಿಗೆ ದೂರವಾಣಿ ಮುಖಾಂತರ ವಿಷಯ <box>322 791 464 905</box>
democracy-col1: ಅಂತರಾಷ್ಟ್ರೀಯ ಪ್ರಜಾಪ್ರಭುತ್ವ ದಿನವನ್ನು ಇದೇ ಸೆಪ್ಟೆಂಬರ್ 15ರಂದು ಅರ್ಥಪೂರ್ಣವಾಗಿ ಆಚರಿಸಲು ಅಗತ್ಯ ಸಿದ್ಧತೆ ಕೈಗೊಳ್ಳುವಂತೆ ಜಿಲ್ಲಾಧಿಕಾರಿ ಶಿಲ್ಪಾ ನಾಗ್ ಅವರು ಅಧಿಕಾರಿಗಳಿಗೆ ಸೂಚಿಸಿದರು. ಜಿಲ್ಲಾಡಳಿತದ ಅಂತರಾಷ್ಟ್ರೀಯ ಪ್ರಜಾಪ್ರಭುತ್ವ ದಿನಾಚರಣೆಯ ಪ್ರಯುಕ್ತ ವಿವಿಧ ಕಾರ್ಯಕ್ರಮಗಳನ್ನು ಆಯೋಜಿಸಲು ಅವರು ಅಧಿಕಾರಿಗಳೊಂದಿಗೆ ಸಭೆ ನಡೆಸಿದರು. ಸೆಪ್ಟೆಂಬರ್ 15ರಂದು ಬೆಳಿಗ್ಗೆ ಜಿಲ್ಲಾ ಕೇಂದ್ರದಲ್ಲಿ ಮಾನವ ಸರಪಳಿ ನಿರ್ಮಿಸಲಾಗುವುದು. ಇದಕ್ಕೆ ಮೊದಲು ಅಂತರಾಷ್ಟ್ರೀಯ ಪ್ರಜಾಪ್ರಭುತ್ವ ದಿನಾಚರಣೆಯ ಹಿನ್ನೆಲೆಯಲ್ಲಿ ಅಗತ್ಯ ಸಿದ್ಧತೆ ಮಾಡಿಕೊಳ್ಳುವಂತೆ ಸೂಚಿಸಿದರು. ನಗರ ಪ್ರದೇಶದಲ್ಲಿ ಸೈಕಲ್ ಜಾಥಾ ಎನ್.ಎಸ್.ಎಸ್, ಸ್ಕೌಟ್ಸ್ <box>38 1051 178 1204</box>
photo-poshan-event <box>185 190 325 368</box>
democracy-col2: ಕೇಂದ್ರ, ಪೊಲೀಸ್ ಇಲಾಖೆ, ಕಾರ್ಮಿಕ ಇಲಾಖೆ, ಸೇರಿದಂತೆ ಸಾರ್ವಜನಿಕರು, ವಿದ್ಯಾರ್ಥಿಗಳು, ಅಧಿಕಾರಿ ಸಿಬ್ಬಂದಿ ಭಾಗವಹಿಸಲು ಅವಕಾಶವಿದೆ. ಸೈಕಲ್ ಜಾಥಾ ಸುಮಾರು ಸ್ಥಳಗಳಿಗೆ ಪುಃ 1.5 ಕಿ.ಮೀ ಗೆ ಸಿದ್ಧತೆ ನಿರ್ವಹಿಸಬೇಕು. ಮುಂದಾಗಿ ಮಾನವ ಸರಪಳಿ ನಿರ್ಮಾಣದ ಸ್ಥಳದಲ್ಲಿ ವ್ಯವಸ್ಥೆ ಮಾಡಬೇಕು ಎಂದು ತಿಳಿಸಿದರು. ಅಂತರಾಷ್ಟ್ರೀಯ ಪ್ರಜಾಪ್ರಭುತ್ವ ದಿನಾಚರಣೆ ಕಾರ್ಯಕ್ರಮವು ಜಿಲ್ಲಾ ಕೇಂದ್ರದ ಮುಖ್ಯ ರಸ್ತೆಗಳಲ್ಲಿ ನಡೆಯಲಿದ್ದು ಸ್ವಚ್ಛತೆ ಹಾಗೂ ಕುಡಿಯುವ ನೀರು ವ್ಯವಸ್ಥೆ ಮಾಡಬೇಕು. ಸಂವಿಧಾನ ಪೀಠಿಕೆ ವಾಚನ ಕಾರ್ಯಕ್ರಮ ಆಯೋಜಿಸಿ ಸಂವಿಧಾನದ ಮೌಲ್ಯಗಳನ್ನು ಎತ್ತಿ ಹಿಡಿಯಬೇಕು ಎಂದರು. ಅಧಿಕಾರಿಗಳು ನಿಗದಿಪಡಿಸಿದ ಜವಾಬ್ದಾರಿಯನ್ನು ನಿರ್ವಹಿಸಬೇಕು ಎಂದು ಜಿಲ್ಲಾಧಿಕಾರಿ ಶಿಲ್ಪಾ <box>185 1051 325 1230</box>
